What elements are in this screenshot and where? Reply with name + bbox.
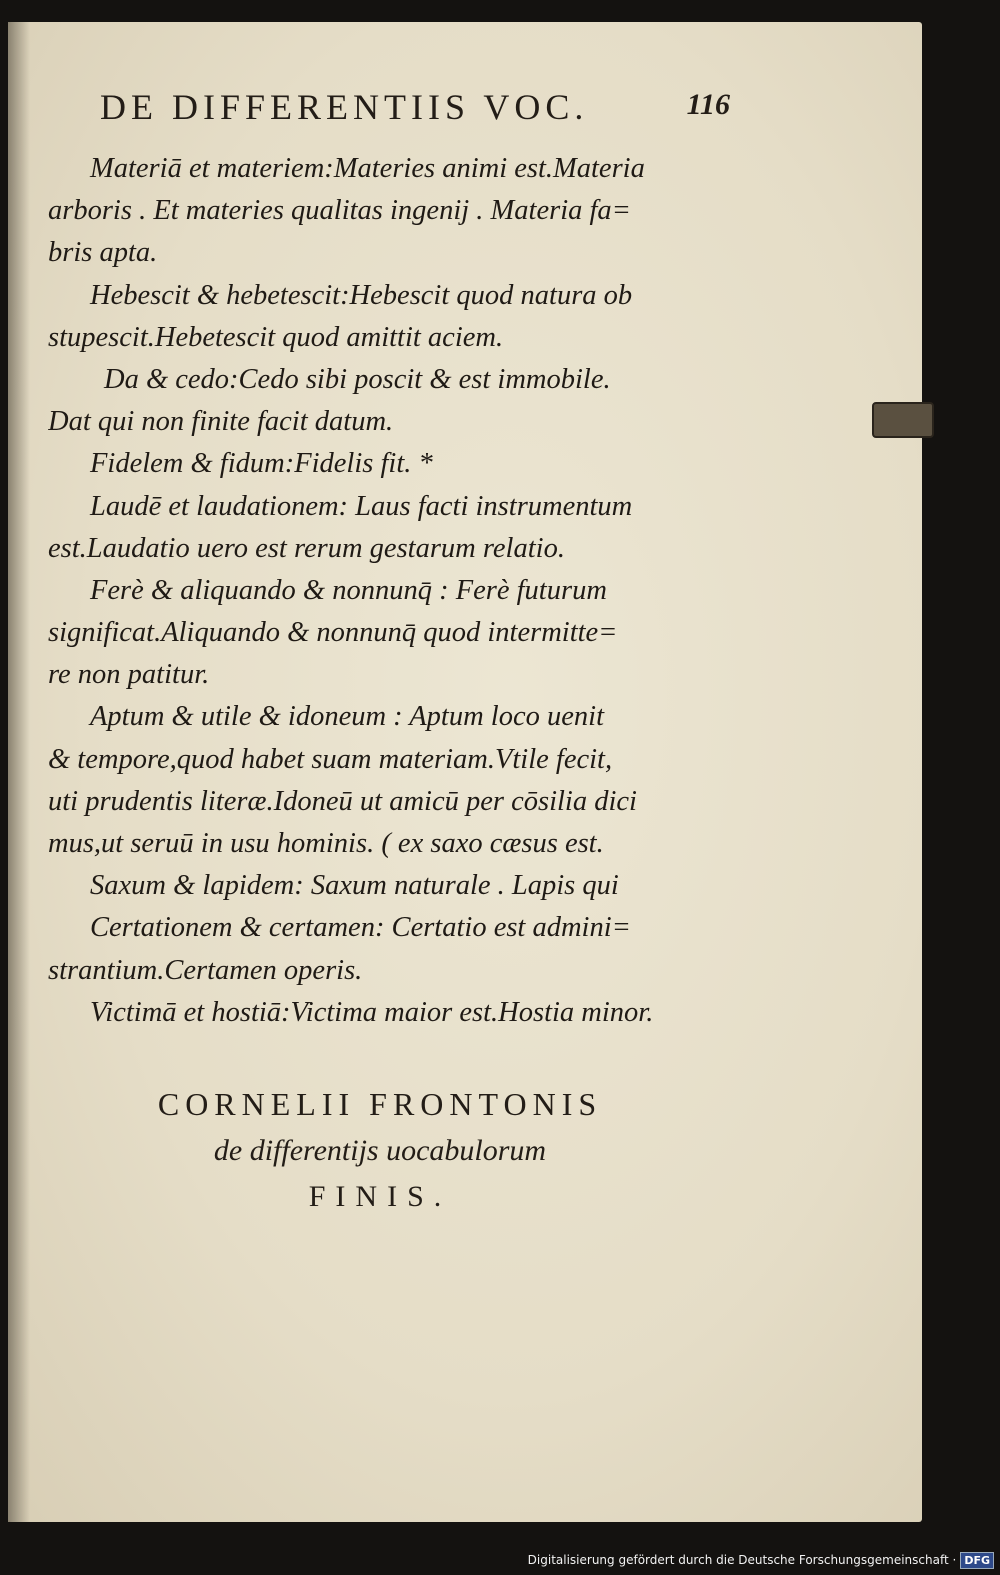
text-line: uti prudentis literæ.Idoneū ut amicū per cōsilia dici xyxy=(48,785,637,817)
page-gutter-shadow xyxy=(8,22,30,1522)
colophon-author: CORNELII FRONTONIS xyxy=(157,1086,603,1122)
text-line: arboris . Et materies qualitas ingenij . Materia fa= xyxy=(48,195,631,227)
text-line: Aptum & utile & idoneum : Aptum loco uenit xyxy=(90,701,604,733)
text-line: Victimā et hostiā:Victima maior est.Hostia minor. xyxy=(90,996,654,1028)
text-line: bris apta. xyxy=(48,237,158,269)
page-header xyxy=(100,86,730,136)
page-tab-marker xyxy=(872,402,934,438)
text-line: re non patitur. xyxy=(48,659,210,691)
colophon-finis: FINIS. xyxy=(308,1180,452,1213)
dfg-logo: DFG xyxy=(960,1552,994,1569)
text-line: Materiā et materiem:Materies animi est.Materia xyxy=(90,153,645,184)
digitization-footer xyxy=(528,1549,994,1571)
page-number: 116 xyxy=(686,88,730,121)
text-line: Dat qui non finite facit datum. xyxy=(48,406,394,438)
text-line: Hebescit & hebetescit:Hebescit quod natura ob xyxy=(90,279,633,311)
text-line: Laudē et laudationem: Laus facti instrumentum xyxy=(90,490,633,522)
text-line: Da & cedo:Cedo sibi poscit & est immobile. xyxy=(104,363,611,395)
text-line: strantium.Certamen operis. xyxy=(48,954,363,986)
text-line: stupescit.Hebetescit quod amittit aciem. xyxy=(48,321,504,353)
colophon-subtitle: de differentijs uocabulorum xyxy=(213,1134,547,1167)
text-line: est.Laudatio uero est rerum gestarum relatio. xyxy=(48,532,565,564)
colophon xyxy=(60,1080,700,1220)
text-line: significat.Aliquando & nonnunq̄ quod intermitte= xyxy=(48,617,618,649)
text-line: Ferè & aliquando & nonnunq̄ : Ferè futurum xyxy=(90,574,607,606)
text-line: mus,ut seruū in usu hominis. ( ex saxo cæsus est. xyxy=(48,828,604,859)
text-line: & tempore,quod habet suam materiam.Vtile fecit, xyxy=(48,743,613,775)
text-line: Saxum & lapidem: Saxum naturale . Lapis qui xyxy=(90,870,619,902)
text-line: Certationem & certamen: Certatio est admini= xyxy=(90,912,631,944)
running-title: DE DIFFERENTIIS VOC. xyxy=(100,87,589,127)
text-line: Fidelem & fidum:Fidelis fit. * xyxy=(90,448,433,480)
footer-credit: Digitalisierung gefördert durch die Deutsche Forschungsgemeinschaft · xyxy=(527,1553,957,1567)
body-text xyxy=(48,148,708,1034)
